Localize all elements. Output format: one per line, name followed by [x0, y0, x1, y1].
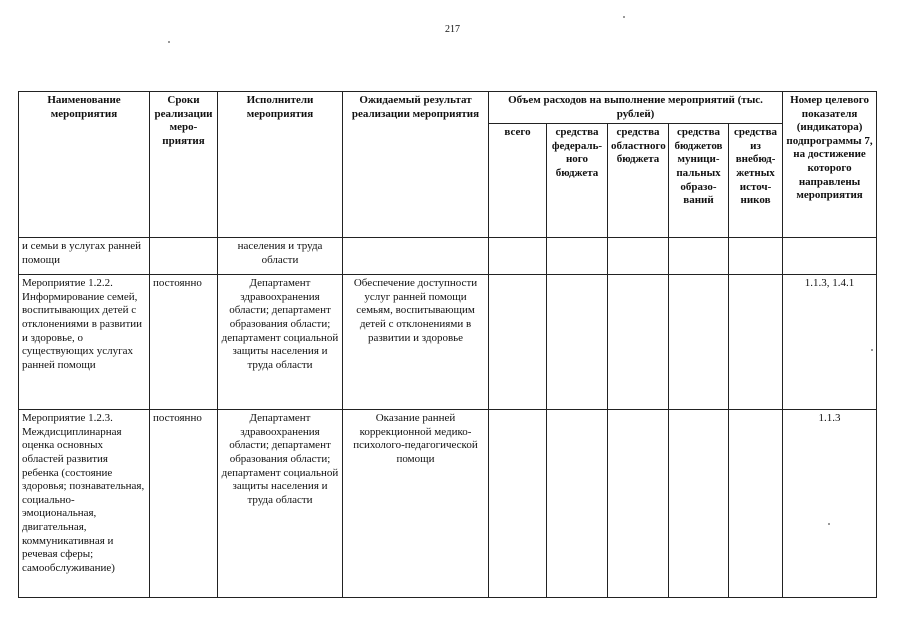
cell-municipal — [669, 275, 729, 410]
header-name: Наименование мероприятия — [19, 92, 150, 238]
header-indicator: Номер целевого показателя (индикатора) подпрограммы 7, на достижение которого направлены мероприятия — [783, 92, 877, 238]
cell-name: Мероприятие 1.2.2. Информирование семей, воспитывающих детей с отклонениями в развитии и здоровье, о существующих услугах ранней помощи — [19, 275, 150, 410]
cell-extrabudget — [729, 410, 783, 598]
table-row — [19, 275, 877, 410]
header-result: Ожидаемый результат реализации мероприятия — [343, 92, 489, 238]
header-federal: средства федераль-ного бюджета — [547, 124, 608, 238]
scan-speck — [828, 523, 830, 525]
cell-name: Мероприятие 1.2.3. Междисциплинарная оценка основных областей развития ребенка (состояние здоровья; познавательная, социально-эмоциональная, двигательная, коммуникативная и речевая сферы; самообслуживание) — [19, 410, 150, 598]
scan-speck — [168, 41, 170, 43]
cell-indicator: 1.1.3, 1.4.1 — [783, 275, 877, 410]
cell-total — [489, 410, 547, 598]
cell-executors: Департамент здравоохранения области; департамент образования области; департамент социальной защиты населения и труда области — [218, 275, 343, 410]
cell-indicator: 1.1.3 — [783, 410, 877, 598]
header-expenses-group: Объем расходов на выполнение мероприятий (тыс. рублей) — [489, 92, 783, 124]
cell-term: постоянно — [150, 275, 218, 410]
header-executors: Исполнители мероприятия — [218, 92, 343, 238]
scan-speck — [623, 16, 625, 18]
cell-extrabudget — [729, 238, 783, 275]
cell-result: Оказание ранней коррекционной медико-психолого-педагогической помощи — [343, 410, 489, 598]
header-row-1 — [19, 92, 877, 124]
table-row — [19, 238, 877, 275]
cell-federal — [547, 238, 608, 275]
cell-executors: Департамент здравоохранения области; департамент образования области; департамент социальной защиты населения и труда области — [218, 410, 343, 598]
cell-total — [489, 275, 547, 410]
activities-table — [18, 91, 877, 598]
cell-name: и семьи в услугах ранней помощи — [19, 238, 150, 275]
header-municipal: средства бюджетов муници-пальных образо-ваний — [669, 124, 729, 238]
cell-regional — [608, 410, 669, 598]
cell-regional — [608, 275, 669, 410]
cell-municipal — [669, 410, 729, 598]
cell-federal — [547, 410, 608, 598]
header-term: Сроки реализации меро-приятия — [150, 92, 218, 238]
header-regional: средства областного бюджета — [608, 124, 669, 238]
cell-result: Обеспечение доступности услуг ранней помощи семьям, воспитывающим детей с отклонениями в развитии и здоровье — [343, 275, 489, 410]
cell-regional — [608, 238, 669, 275]
cell-term — [150, 238, 218, 275]
cell-extrabudget — [729, 275, 783, 410]
cell-municipal — [669, 238, 729, 275]
scan-speck — [871, 349, 873, 351]
header-extrabudget: средства из внебюд-жетных источ-ников — [729, 124, 783, 238]
cell-term: постоянно — [150, 410, 218, 598]
header-total: всего — [489, 124, 547, 238]
cell-federal — [547, 275, 608, 410]
cell-indicator — [783, 238, 877, 275]
cell-result — [343, 238, 489, 275]
table-row — [19, 410, 877, 598]
cell-executors: населения и труда области — [218, 238, 343, 275]
cell-total — [489, 238, 547, 275]
page-number: 217 — [445, 24, 460, 35]
